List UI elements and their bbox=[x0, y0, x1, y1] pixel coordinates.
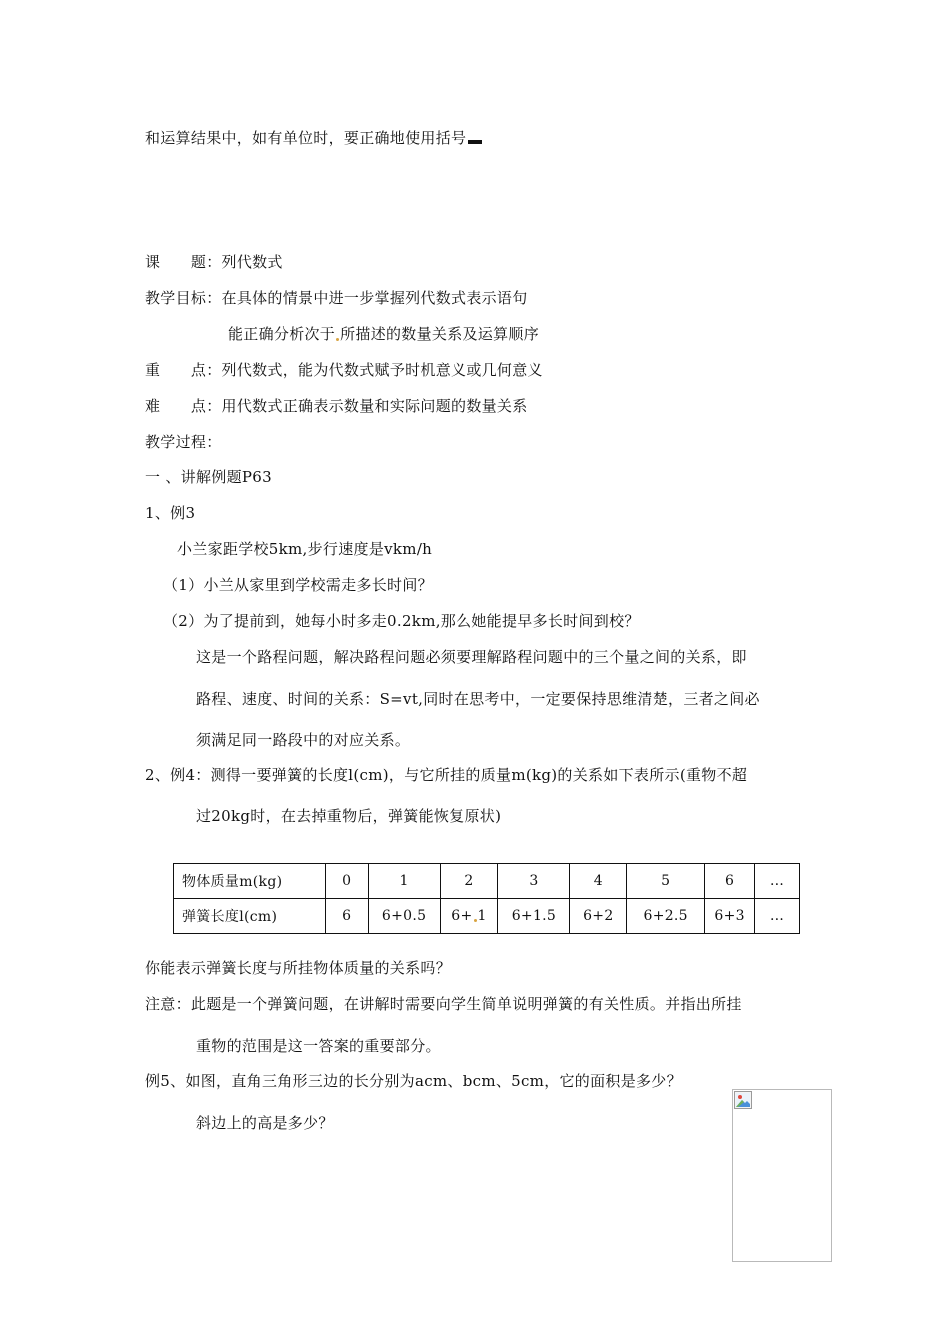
table-cell: 1 bbox=[368, 864, 440, 899]
example-3-title: 1、例3 bbox=[145, 504, 196, 522]
goal-2a-text: 能正确分析次于 bbox=[228, 325, 336, 343]
table-cell: 6+1.5 bbox=[498, 899, 570, 934]
example-3-question-1: （1）小兰从家里到学校需走多长时间？ bbox=[163, 576, 433, 594]
broken-image-placeholder bbox=[732, 1089, 832, 1262]
difficulty-row bbox=[145, 396, 528, 416]
topic-row bbox=[145, 252, 283, 272]
table-row-length bbox=[174, 899, 800, 934]
table-cell: … bbox=[755, 899, 800, 934]
top-line bbox=[145, 128, 482, 148]
table-cell: 0 bbox=[325, 864, 368, 899]
example-3-note-3: 须满足同一路段中的对应关系。 bbox=[196, 731, 411, 749]
key-text: 列代数式，能为代数式赋予时机意义或几何意义 bbox=[221, 361, 543, 379]
table-cell: 6 bbox=[705, 864, 755, 899]
example-3-text: 小兰家距学校5km,步行速度是vkm/h bbox=[177, 540, 433, 558]
spring-table bbox=[173, 863, 800, 934]
table-cell: 5 bbox=[627, 864, 705, 899]
table-cell: 2 bbox=[440, 864, 498, 899]
table-cell: 6+2 bbox=[570, 899, 627, 934]
table-cell: 6+2.5 bbox=[627, 899, 705, 934]
table-cell: … bbox=[755, 864, 800, 899]
bracket-mark bbox=[468, 140, 482, 144]
table-cell bbox=[440, 899, 498, 934]
table-row-mass bbox=[174, 864, 800, 899]
table-cell: 6+3 bbox=[705, 899, 755, 934]
cell-text-tail: 1 bbox=[477, 908, 487, 924]
key-row bbox=[145, 360, 543, 380]
goal-1-text: 在具体的情景中进一步掌握列代数式表示语句 bbox=[221, 289, 528, 307]
table-cell: 3 bbox=[498, 864, 570, 899]
dot-mark bbox=[336, 338, 339, 341]
example-4-line-1: 2、例4：测得一要弹簧的长度l(cm)，与它所挂的质量m(kg)的关系如下表所示(重物不超 bbox=[145, 766, 748, 784]
topic-label: 课 题： bbox=[145, 253, 222, 271]
dot-mark bbox=[474, 919, 477, 922]
goal-2b-text: 所描述的数量关系及运算顺序 bbox=[340, 325, 540, 343]
note-line-2: 重物的范围是这一答案的重要部分。 bbox=[196, 1037, 441, 1055]
table-header-mass: 物体质量m(kg) bbox=[174, 864, 326, 899]
goal-row-2 bbox=[228, 324, 539, 344]
cell-text: 6+ bbox=[451, 908, 473, 924]
table-cell: 4 bbox=[570, 864, 627, 899]
table-cell: 6+0.5 bbox=[368, 899, 440, 934]
example-3-note-1: 这是一个路程问题，解决路程问题必须要理解路程问题中的三个量之间的关系，即 bbox=[196, 648, 747, 666]
example-5-line-2: 斜边上的高是多少？ bbox=[196, 1114, 334, 1132]
difficulty-label: 难 点： bbox=[145, 397, 222, 415]
relation-question: 你能表示弹簧长度与所挂物体质量的关系吗？ bbox=[145, 959, 452, 977]
key-label: 重 点： bbox=[145, 361, 222, 379]
table-cell: 6 bbox=[325, 899, 368, 934]
goal-row bbox=[145, 288, 528, 308]
note-line-1: 注意：此题是一个弹簧问题，在讲解时需要向学生简单说明弹簧的有关性质。并指出所挂 bbox=[145, 995, 742, 1013]
example-3-question-2: （2）为了提前到，她每小时多走0.2km,那么她能提早多长时间到校？ bbox=[163, 612, 640, 630]
topic-text: 列代数式 bbox=[221, 253, 283, 271]
broken-image-icon bbox=[734, 1091, 752, 1109]
example-3-note-2: 路程、速度、时间的关系：S=vt,同时在思考中，一定要保持思维清楚，三者之间必 bbox=[196, 690, 760, 708]
goal-label: 教学目标： bbox=[145, 289, 222, 307]
section-1-heading: 一 、讲解例题P63 bbox=[145, 468, 272, 486]
example-5-line-1: 例5、如图，直角三角形三边的长分别为acm、bcm、5cm，它的面积是多少？ bbox=[145, 1072, 682, 1090]
example-4-line-2: 过20kg时，在去掉重物后，弹簧能恢复原状) bbox=[196, 807, 502, 825]
table-header-length: 弹簧长度l(cm) bbox=[174, 899, 326, 934]
difficulty-text: 用代数式正确表示数量和实际问题的数量关系 bbox=[221, 397, 528, 415]
top-line-text: 和运算结果中，如有单位时，要正确地使用括号 bbox=[145, 129, 467, 147]
process-heading: 教学过程： bbox=[145, 433, 222, 451]
